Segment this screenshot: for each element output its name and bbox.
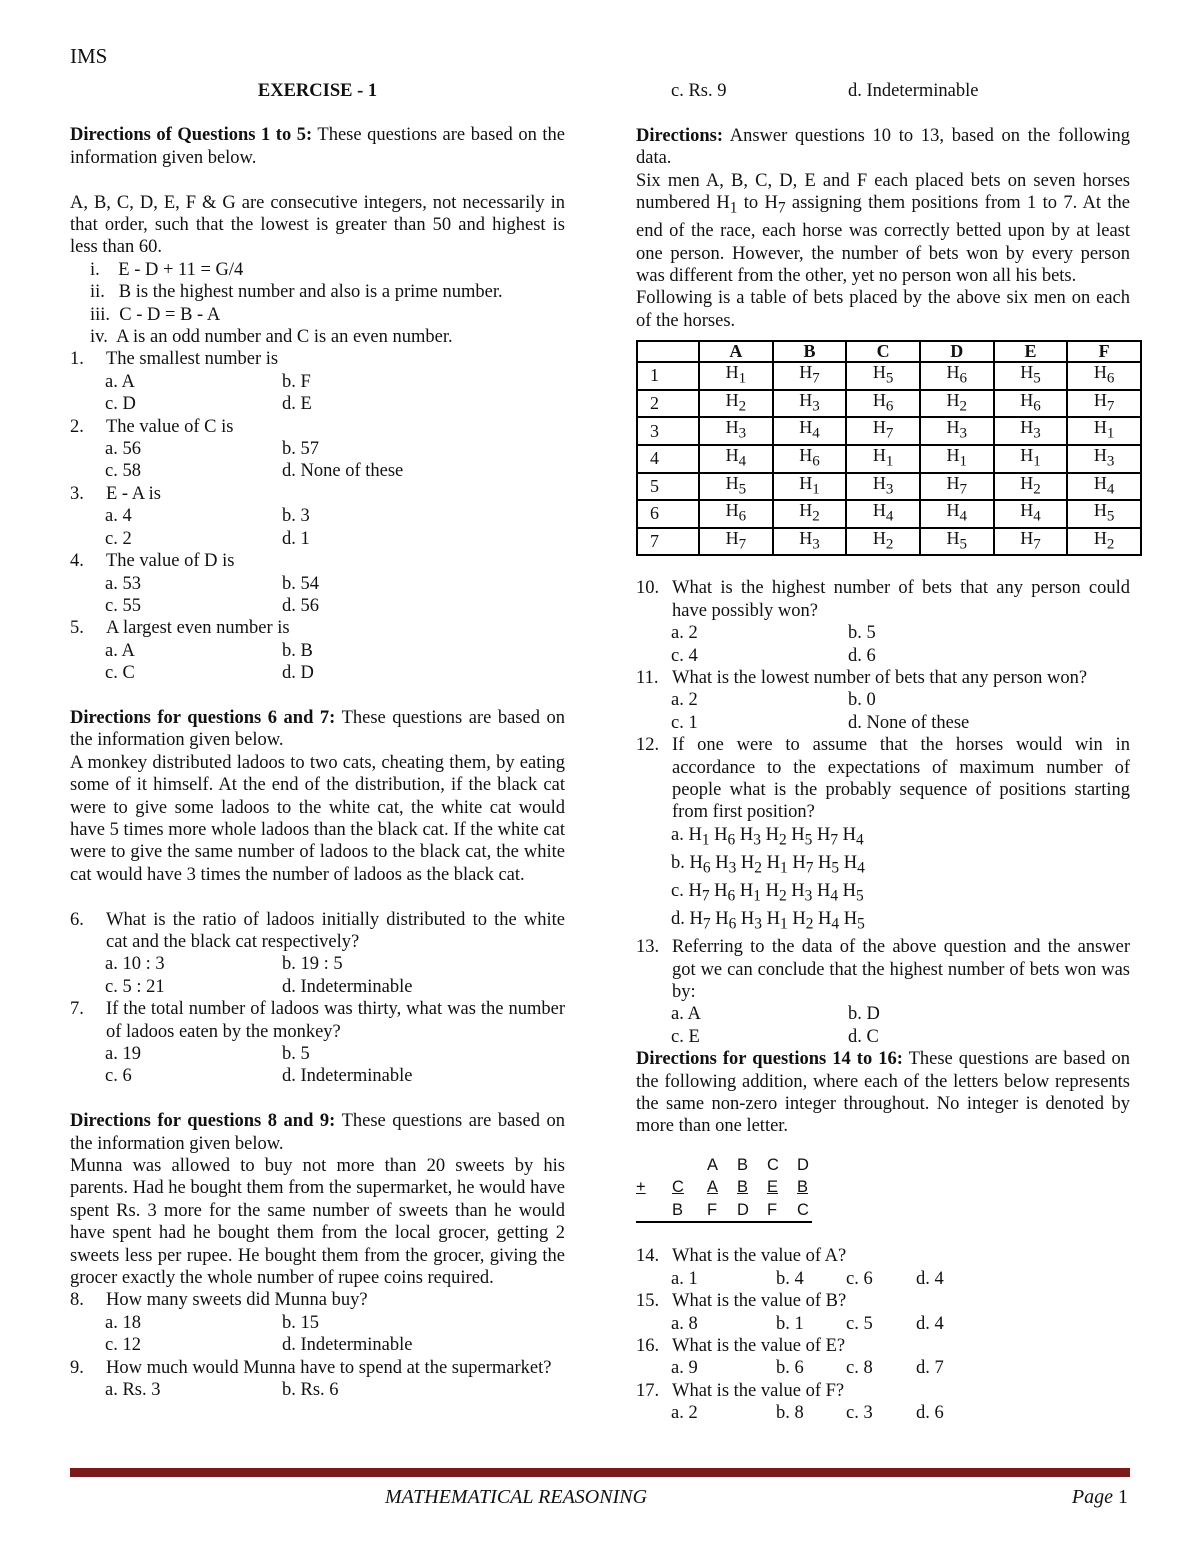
row-number: 3 bbox=[637, 417, 699, 445]
table-cell: $H_5$ bbox=[1067, 500, 1141, 528]
table-cell: $H_5$ bbox=[846, 362, 920, 390]
option: c. 8 bbox=[846, 1358, 873, 1379]
table-cell: $H_1$ bbox=[1067, 417, 1141, 445]
option: d. 56 bbox=[282, 595, 319, 616]
option: a. A bbox=[105, 640, 135, 661]
option: b. 5 bbox=[848, 623, 876, 644]
table-cell: $H_1$ bbox=[699, 362, 773, 390]
question-14: 14. What is the value of A? a. 1 b. 4 c. 6 d. 4 bbox=[636, 1245, 1130, 1290]
option: c. 5 bbox=[846, 1313, 873, 1334]
directions-1 bbox=[70, 124, 565, 169]
directions-3-passage: Munna was allowed to buy not more than 20 sweets by his parents. Had he bought them from the supermarket, he would have spent Rs. 3 more for the same number of sweets than he would have spent had he bought them from the local grocer, getting 2 sweets less per rupee. He bought them from the grocer, giving the grocer exactly the whole number of rupee coins required. bbox=[70, 1156, 565, 1289]
option: c. 55 bbox=[105, 595, 141, 616]
table-cell: $H_5$ bbox=[920, 528, 994, 556]
option: a. 2 bbox=[671, 690, 698, 711]
table-cell: $H_7$ bbox=[846, 417, 920, 445]
table-row bbox=[637, 362, 1141, 390]
footer-divider bbox=[70, 1468, 1130, 1477]
table-row bbox=[637, 500, 1141, 528]
table-cell: $H_3$ bbox=[920, 417, 994, 445]
directions-4: Directions: Answer questions 10 to 13, based on the following data. bbox=[636, 125, 1130, 169]
option: b. F bbox=[282, 371, 311, 392]
table-cell: $H_2$ bbox=[699, 390, 773, 418]
option: b. D bbox=[848, 1004, 880, 1025]
option: c. 58 bbox=[105, 461, 141, 482]
statement-ii: ii. B is the highest number and also is a prime number. bbox=[90, 282, 503, 303]
table-cell: $H_7$ bbox=[699, 528, 773, 556]
option: a. 56 bbox=[105, 439, 141, 460]
option: b. 54 bbox=[282, 573, 319, 594]
option: d. Indeterminable bbox=[848, 81, 979, 101]
option: c. C bbox=[105, 663, 135, 684]
option: c. Rs. 9 bbox=[671, 81, 727, 101]
option: d. 4 bbox=[916, 1313, 944, 1334]
option: d. 4 bbox=[916, 1268, 944, 1289]
table-cell: $H_3$ bbox=[1067, 445, 1141, 473]
option: c. 6 bbox=[846, 1268, 873, 1289]
table-cell: $H_3$ bbox=[773, 528, 847, 556]
option: b. $H_6$ $H_3$ $H_2$ $H_1$ $H_7$ $H_5$ $H_4$ bbox=[671, 852, 865, 877]
option: d. None of these bbox=[282, 461, 404, 482]
left-column bbox=[70, 80, 565, 1402]
table-cell: $H_1$ bbox=[920, 445, 994, 473]
option: b. 1 bbox=[776, 1313, 804, 1334]
option: d. None of these bbox=[848, 712, 970, 733]
option: b. 4 bbox=[776, 1268, 804, 1289]
question-3: 3. E - A is a. 4 b. 3 c. 2 d. 1 bbox=[70, 483, 565, 550]
row-number: 1 bbox=[637, 362, 699, 390]
table-cell: $H_1$ bbox=[846, 445, 920, 473]
option: d. Indeterminable bbox=[282, 1335, 413, 1356]
directions-5: Directions for questions 14 to 16: These questions are based on the following addition, where each of the letters below represents the same non-zero integer throughout. No integer is denoted by more than one letter. bbox=[636, 1049, 1130, 1137]
table-cell: $H_6$ bbox=[1067, 362, 1141, 390]
option: d. $H_7$ $H_6$ $H_3$ $H_1$ $H_2$ $H_4$ $H_5$ bbox=[671, 909, 865, 933]
option: c. 3 bbox=[846, 1403, 873, 1424]
option: a. 18 bbox=[105, 1312, 141, 1333]
table-cell: $H_1$ bbox=[773, 473, 847, 501]
option: c. 1 bbox=[671, 712, 698, 733]
table-cell: $H_1$ bbox=[994, 445, 1068, 473]
table-cell: $H_3$ bbox=[846, 473, 920, 501]
option: a. A bbox=[671, 1004, 701, 1025]
table-cell: $H_2$ bbox=[846, 528, 920, 556]
question-10: 10. What is the highest number of bets that any person could have possibly won? a. 2 b. 5 c. 4 d. 6 bbox=[636, 578, 1130, 666]
option: b. 0 bbox=[848, 690, 876, 711]
question-2: 2. The value of C is a. 56 b. 57 c. 58 d. None of these bbox=[70, 416, 565, 483]
question-17: 17. What is the value of F? a. 2 b. 8 c. 3 d. 6 bbox=[636, 1380, 1130, 1425]
option: a. 2 bbox=[671, 1403, 698, 1424]
option: b. 8 bbox=[776, 1403, 804, 1424]
option: d. D bbox=[282, 663, 314, 684]
table-row bbox=[637, 417, 1141, 445]
option: b. 19 : 5 bbox=[282, 954, 343, 975]
directions-4-passage: Six men A, B, C, D, E and F each placed bets on seven horses numbered $H_1$ to $H_7$ assigning them positions from 1 to 7. At the end of the race, each horse was correctly betted upon by at least one person. However, the number of bets won by every person was different from the other, yet no person won all his bets. bbox=[636, 170, 1130, 286]
option: b. 5 bbox=[282, 1044, 310, 1065]
table-cell: $H_3$ bbox=[699, 417, 773, 445]
question-9: 9. How much would Munna have to spend at the supermarket? a. Rs. 3 b. Rs. 6 bbox=[70, 1357, 552, 1401]
table-cell: $H_4$ bbox=[920, 500, 994, 528]
option: a. 9 bbox=[671, 1358, 698, 1379]
question-9-continued bbox=[636, 80, 1130, 102]
option: c. E bbox=[671, 1026, 700, 1047]
table-cell: $H_4$ bbox=[846, 500, 920, 528]
directions-2: Directions for questions 6 and 7: These questions are based on the information given below. bbox=[70, 707, 565, 751]
row-number: 5 bbox=[637, 473, 699, 501]
option: c. 2 bbox=[105, 528, 132, 549]
statement-iii: iii. C - D = B - A bbox=[90, 304, 221, 325]
option: d. 7 bbox=[916, 1358, 944, 1379]
row-number: 4 bbox=[637, 445, 699, 473]
addition-puzzle bbox=[636, 1154, 816, 1223]
row-number: 6 bbox=[637, 500, 699, 528]
option: d. C bbox=[848, 1026, 879, 1047]
table-cell: $H_7$ bbox=[773, 362, 847, 390]
option: a. Rs. 3 bbox=[105, 1380, 161, 1401]
table-cell: $H_6$ bbox=[846, 390, 920, 418]
question-7: 7. If the total number of ladoos was thirty, what was the number of ladoos eaten by the monkey? a. 19 b. 5 c. 6 d. Indeterminable bbox=[70, 999, 565, 1087]
table-cell: $H_3$ bbox=[773, 390, 847, 418]
right-column bbox=[636, 80, 1130, 1425]
addition-row-2: + C A B E B bbox=[636, 1178, 809, 1197]
option: c. 6 bbox=[105, 1066, 132, 1087]
question-4: 4. The value of D is a. 53 b. 54 c. 55 d. 56 bbox=[70, 550, 565, 617]
table-cell: $H_2$ bbox=[773, 500, 847, 528]
addition-row-3: B F D F C bbox=[636, 1199, 812, 1223]
addition-row-1: A B C D bbox=[707, 1155, 809, 1174]
table-cell: $H_5$ bbox=[994, 362, 1068, 390]
option: a. 10 : 3 bbox=[105, 954, 165, 975]
option: d. 6 bbox=[916, 1403, 944, 1424]
page-number: Page 1 bbox=[1071, 1486, 1128, 1508]
header-ims: IMS bbox=[70, 44, 108, 68]
question-8: 8. How many sweets did Munna buy? a. 18 b. 15 c. 12 d. Indeterminable bbox=[70, 1289, 565, 1356]
option: a. 53 bbox=[105, 573, 141, 594]
table-cell: $H_7$ bbox=[994, 528, 1068, 556]
table-cell: $H_6$ bbox=[773, 445, 847, 473]
table-cell: $H_7$ bbox=[1067, 390, 1141, 418]
option: b. 6 bbox=[776, 1358, 804, 1379]
table-cell: $H_2$ bbox=[1067, 528, 1141, 556]
option: a. 2 bbox=[671, 623, 698, 644]
option: d. E bbox=[282, 394, 312, 415]
row-number: 2 bbox=[637, 390, 699, 418]
footer-subject: MATHEMATICAL REASONING bbox=[385, 1486, 648, 1508]
table-cell: $H_7$ bbox=[920, 473, 994, 501]
option: b. 15 bbox=[282, 1312, 319, 1333]
table-cell: $H_5$ bbox=[699, 473, 773, 501]
table-cell: $H_3$ bbox=[994, 417, 1068, 445]
row-number: 7 bbox=[637, 528, 699, 556]
directions-1-intro: A, B, C, D, E, F & G are consecutive integers, not necessarily in that order, such that the lowest is greater than 50 and highest is less than 60. bbox=[70, 192, 565, 258]
table-header-row: A B C D E F bbox=[637, 341, 1141, 362]
option: d. 6 bbox=[848, 645, 876, 666]
question-15: 15. What is the value of B? a. 8 b. 1 c. 5 d. 4 bbox=[636, 1290, 1130, 1335]
table-row bbox=[637, 390, 1141, 418]
directions-4-table-intro: Following is a table of bets placed by the above six men on each of the horses. bbox=[636, 288, 1130, 331]
option: d. Indeterminable bbox=[282, 976, 413, 997]
table-cell: $H_6$ bbox=[699, 500, 773, 528]
table-cell: $H_2$ bbox=[994, 473, 1068, 501]
table-row bbox=[637, 473, 1141, 501]
bets-table bbox=[636, 340, 1142, 556]
statement-i: i. E - D + 11 = G/4 bbox=[90, 259, 244, 280]
option: b. Rs. 6 bbox=[282, 1380, 339, 1401]
option: a. 4 bbox=[105, 506, 132, 527]
option: a. 1 bbox=[671, 1268, 698, 1289]
option: c. 12 bbox=[105, 1335, 141, 1356]
option: a. 8 bbox=[671, 1313, 698, 1334]
directions-1-heading: Directions of Questions 1 to 5: bbox=[70, 125, 313, 146]
option: b. 3 bbox=[282, 506, 310, 527]
question-16: 16. What is the value of E? a. 9 b. 6 c. 8 d. 7 bbox=[636, 1335, 1130, 1380]
question-5: 5. A largest even number is a. A b. B c. C d. D bbox=[70, 617, 565, 684]
directions-2-passage: A monkey distributed ladoos to two cats, cheating them, by eating some of it himself. At the end of the distribution, if the black cat were to give some ladoos to the white cat, the white cat would have 5 times more whole ladoos than the black cat. If the white cat were to give the same number of ladoos to the black cat, the white cat would have 3 times the number of ladoos as the black cat. bbox=[70, 752, 565, 885]
question-6: 6. What is the ratio of ladoos initially distributed to the white cat and the black cat respectively? a. 10 : 3 b. 19 : 5 c. 5 : 21 d. Indeterminable bbox=[70, 909, 565, 997]
question-13: 13. Referring to the data of the above question and the answer got we can conclude that the highest number of bets won was by: a. A b. D c. E d. C bbox=[636, 937, 1130, 1047]
table-cell: $H_4$ bbox=[1067, 473, 1141, 501]
table-cell: $H_4$ bbox=[699, 445, 773, 473]
option: a. 19 bbox=[105, 1044, 141, 1065]
question-1: 1. The smallest number is a. A b. F c. D d. E bbox=[70, 348, 565, 415]
option: c. 4 bbox=[671, 645, 698, 666]
question-11: 11. What is the lowest number of bets that any person won? a. 2 b. 0 c. 1 d. None of these bbox=[636, 667, 1088, 733]
table-cell: $H_6$ bbox=[994, 390, 1068, 418]
exercise-title: EXERCISE - 1 bbox=[257, 81, 378, 101]
table-cell: $H_4$ bbox=[994, 500, 1068, 528]
directions-1-text: These questions are based on the information given below. bbox=[70, 125, 566, 168]
option: d. Indeterminable bbox=[282, 1066, 413, 1087]
option: a. $H_1$ $H_6$ $H_3$ $H_2$ $H_5$ $H_7$ $H_4$ bbox=[671, 824, 864, 849]
table-row bbox=[637, 528, 1141, 556]
directions-3: Directions for questions 8 and 9: These questions are based on the information given below. bbox=[70, 1111, 565, 1154]
table-cell: $H_2$ bbox=[920, 390, 994, 418]
option: c. $H_7$ $H_6$ $H_1$ $H_2$ $H_3$ $H_4$ $H_5$ bbox=[671, 880, 864, 905]
table-cell: $H_6$ bbox=[920, 362, 994, 390]
option: d. 1 bbox=[282, 528, 310, 549]
option: b. 57 bbox=[282, 439, 319, 460]
statement-iv: iv. A is an odd number and C is an even number. bbox=[90, 327, 453, 348]
option: a. A bbox=[105, 371, 135, 392]
table-row bbox=[637, 445, 1141, 473]
option: b. B bbox=[282, 640, 313, 661]
question-12: 12. If one were to assume that the horses would win in accordance to the expectations of maximum number of people what is the probably sequence of positions starting from first position? a. $H_1$ $H_6$ $H_3$ $H_2$ $H_5$ $H_7$ $H_4$ b. $H_6$ $H_3$ $H_2$ $H_1$ $H_7$ $H_5$ $H_4$ c. $H_7$ $H_6$ $H_1$ $H_2$ $H_3$ $H_4$ $H_5$ d. $H_7$ $H_6$ $H_3$ $H_1$ $H_2$ $H_4$ $H_5$ bbox=[636, 734, 1130, 936]
option: c. D bbox=[105, 394, 136, 415]
option: c. 5 : 21 bbox=[105, 976, 165, 997]
table-cell: $H_4$ bbox=[773, 417, 847, 445]
